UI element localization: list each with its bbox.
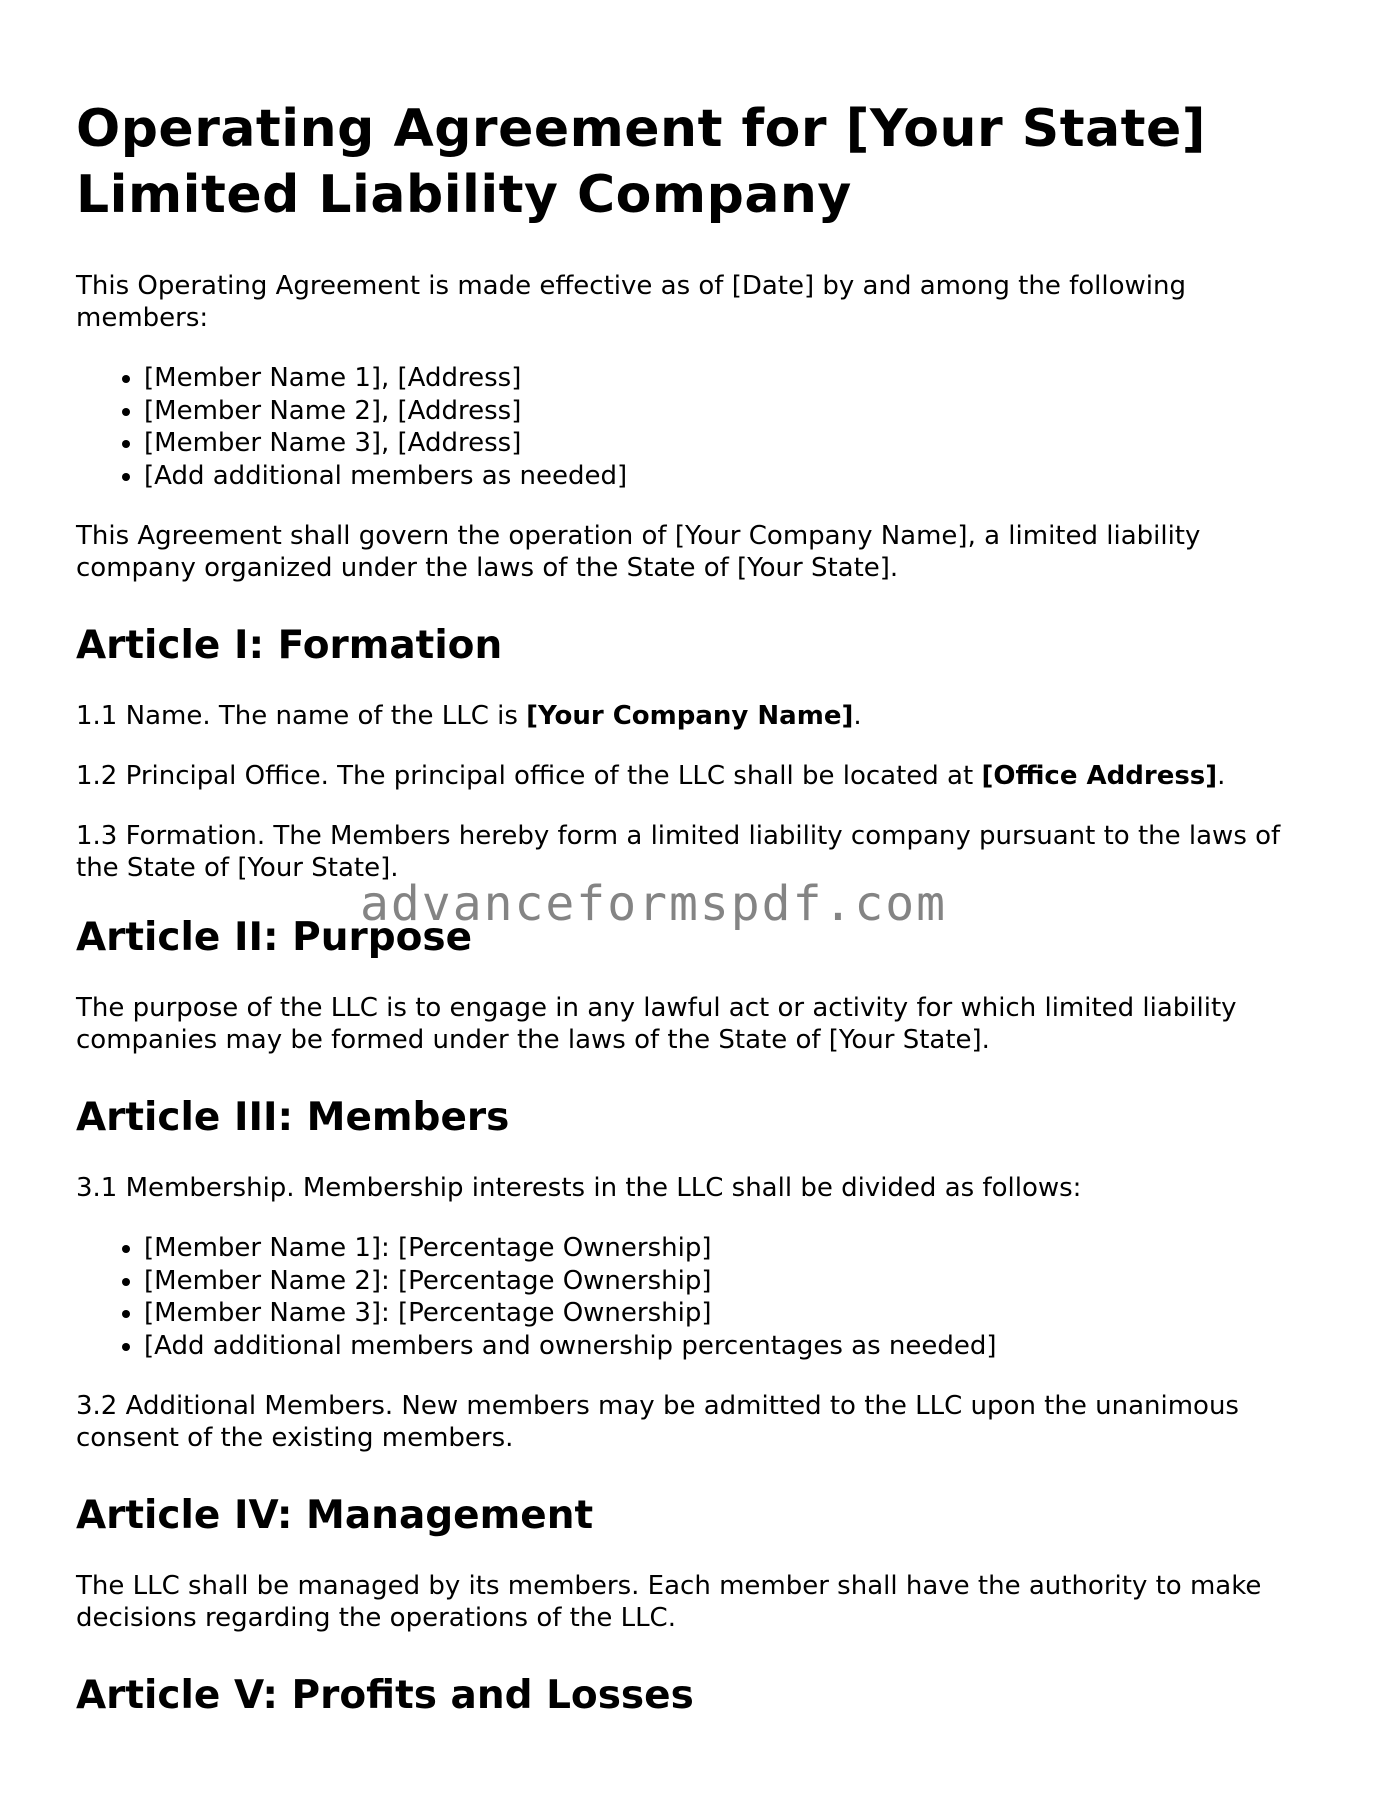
article-3-heading: Article III: Members — [76, 1095, 510, 1140]
document-title: Operating Agreement for [Your State] Limited Liability Company — [76, 99, 1207, 225]
article-1-heading: Article I: Formation — [76, 623, 503, 668]
office-address-placeholder: [Office Address] — [981, 761, 1218, 791]
list-item: • [Member Name 1]: [Percentage Ownership] — [144, 1232, 1326, 1265]
article-4-heading: Article IV: Management — [76, 1493, 594, 1538]
list-item: • [Member Name 3]: [Percentage Ownership] — [144, 1297, 1326, 1330]
intro-paragraph: This Operating Agreement is made effective as of [Date] by and among the following members: — [76, 271, 1186, 333]
list-item: • [Add additional members as needed] — [144, 460, 1326, 493]
governance-paragraph: This Agreement shall govern the operation of [Your Company Name], a limited liability company organized under the laws of the State of [Your State]. — [76, 521, 1201, 583]
list-item: • [Add additional members and ownership percentages as needed] — [144, 1330, 1326, 1363]
section-1-3: 1.3 Formation. The Members hereby form a limited liability company pursuant to the laws of the State of [Your State]. — [76, 821, 1281, 883]
list-item: • [Member Name 2]: [Percentage Ownership] — [144, 1265, 1326, 1298]
section-1-2-end: . — [1217, 761, 1226, 791]
management-paragraph: The LLC shall be managed by its members. Each member shall have the authority to make decisions regarding the operations of the LLC. — [76, 1571, 1262, 1633]
list-item: • [Member Name 3], [Address] — [144, 427, 1326, 460]
company-name-placeholder: [Your Company Name] — [526, 701, 854, 731]
section-1-1-end: . — [853, 701, 862, 731]
article-5-heading: Article V: Profits and Losses — [76, 1673, 694, 1718]
section-1-2-text: 1.2 Principal Office. The principal office of the LLC shall be located at — [76, 761, 982, 791]
section-3-1: 3.1 Membership. Membership interests in the LLC shall be divided as follows: — [76, 1173, 1082, 1203]
ownership-list — [76, 1232, 1326, 1362]
members-list — [76, 362, 1326, 492]
section-1-1 — [76, 700, 1326, 732]
purpose-paragraph: The purpose of the LLC is to engage in any lawful act or activity for which limited liability companies may be formed under the laws of the State of [Your State]. — [76, 993, 1237, 1055]
section-3-2: 3.2 Additional Members. New members may be admitted to the LLC upon the unanimous consent of the existing members. — [76, 1391, 1239, 1453]
article-2-heading: Article II: Purpose — [76, 915, 473, 960]
list-item: • [Member Name 1], [Address] — [144, 362, 1326, 395]
section-1-1-text: 1.1 Name. The name of the LLC is — [76, 701, 527, 731]
list-item: • [Member Name 2], [Address] — [144, 395, 1326, 428]
watermark: advanceformspdf.com — [360, 876, 948, 932]
section-1-2 — [76, 760, 1326, 792]
